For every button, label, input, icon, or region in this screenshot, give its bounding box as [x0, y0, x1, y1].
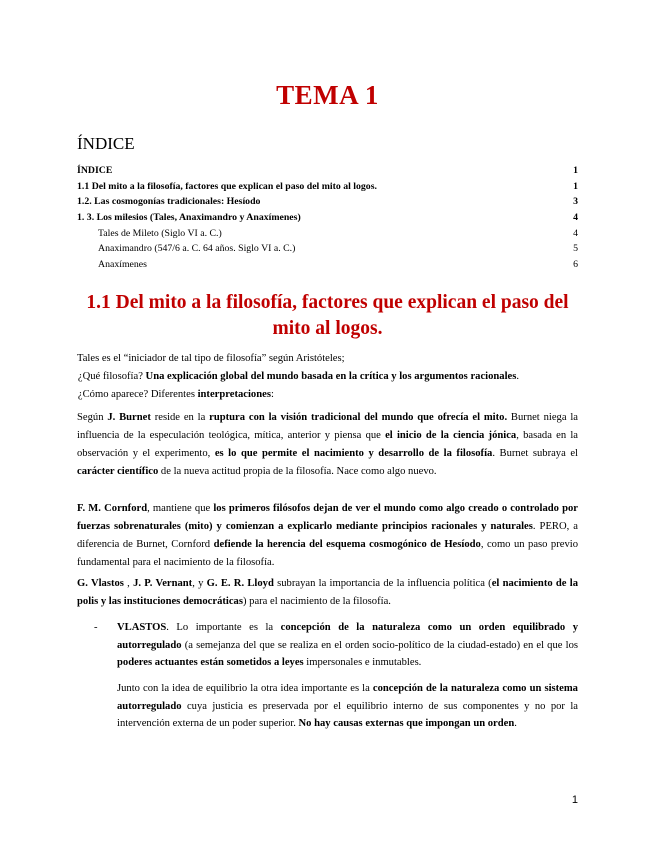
toc-entry-page: 5	[573, 243, 578, 255]
political-paragraph	[77, 575, 578, 611]
bold-run: el inicio de la ciencia jónica	[385, 430, 517, 441]
bold-run: carácter científico	[77, 466, 159, 477]
bold-run: J. P. Vernant	[133, 578, 193, 589]
toc-entry[interactable]	[77, 226, 578, 242]
bold-run: interpretaciones	[197, 389, 271, 400]
bold-run: ruptura con la visión tradicional del mundo que ofrecía el mito.	[209, 412, 508, 423]
bold-run: poderes actuantes están sometidos a leyes	[117, 657, 304, 668]
cornford-paragraph	[77, 500, 578, 572]
text-run: Según	[77, 412, 108, 423]
index-heading: ÍNDICE	[77, 134, 135, 153]
bold-run: F. M. Cornford	[77, 503, 148, 514]
text-run: .	[516, 371, 519, 382]
toc-entry-page: 4	[573, 212, 578, 224]
toc-entry[interactable]	[77, 163, 578, 179]
bold-run: los primeros filósofos dejan de ver el mundo como algo creado o controlado por fuerzas sobrenaturales (mito) y comienzan a explicarlo mediante principios racionales y naturales	[77, 503, 578, 532]
text-run: (a semejanza del que se realiza en el orden socio-político de la ciudad-estado) en el que los	[181, 639, 578, 651]
page-number: 1	[571, 794, 578, 806]
bold-run: el nacimiento de la polis y las instituciones democráticas	[77, 578, 578, 607]
text-run: cuya justicia es preservada por el equilibrio interno de sus componentes y no por la intervención externa de un poder superior.	[117, 700, 578, 729]
text-run: Burnet niega la influencia de la especulación teológica, mítica, anterior y piensa que	[77, 412, 578, 441]
toc-entry[interactable]	[77, 194, 578, 210]
text-run: de la nueva actitud propia de la filosofía. Nace como algo nuevo.	[158, 466, 437, 477]
toc-entry-page: 6	[573, 259, 578, 271]
intro-line	[77, 386, 578, 404]
toc-entry[interactable]	[77, 257, 578, 273]
text-run: reside en la	[150, 412, 210, 423]
bold-run: es lo que permite el nacimiento y desarrollo de la filosofía	[214, 448, 493, 459]
equilibrium-paragraph	[77, 680, 578, 733]
bold-run: defiende la herencia del esquema cosmogónico de Hesíodo	[213, 539, 481, 550]
bold-run: No hay causas externas que impongan un orden	[298, 718, 515, 729]
text-run: . Burnet subraya el	[492, 448, 578, 459]
toc-entry-page: 3	[573, 196, 578, 208]
toc-entry-text: Tales de Mileto (Siglo VI a. C.)	[98, 227, 222, 239]
section-heading: 1.1 Del mito a la filosofía, factores que explican el paso del mito al logos.	[86, 292, 569, 339]
paragraph-text	[117, 680, 578, 733]
bold-run: Una explicación global del mundo basada en la crítica y los argumentos racionales	[145, 371, 517, 382]
bold-run: concepción de la naturaleza como un orden equilibrado y autorregulado	[117, 622, 579, 651]
burnet-paragraph	[77, 409, 578, 481]
bold-run: concepción de la naturaleza como un sistema autorregulado	[117, 683, 578, 712]
bold-run: VLASTOS	[117, 622, 167, 633]
text-run: ¿Qué filosofía?	[77, 371, 146, 382]
text-run: ) para el nacimiento de la filosofía.	[242, 596, 391, 607]
text-run: ¿Cómo aparece? Diferentes	[77, 389, 198, 400]
toc-entry-page: 4	[573, 227, 578, 239]
bold-run: G. E. R. Lloyd	[206, 578, 274, 589]
table-of-contents	[77, 163, 578, 273]
toc-entry-page: 1	[573, 165, 578, 176]
text-run: Junto con la idea de equilibrio la otra idea importante es la	[117, 683, 373, 694]
bold-run: G. Vlastos	[77, 578, 124, 589]
toc-entry-text: 1.1 Del mito a la filosofía, factores que explican el paso del mito al logos.	[77, 180, 377, 192]
text-run: , basada en la observación y el experimento,	[77, 430, 578, 459]
bullet-dash: -	[94, 622, 98, 633]
text-run: subrayan la importancia de la influencia política (	[273, 578, 492, 589]
text-run: , como un paso previo fundamental para el nacimiento de la filosofía.	[77, 539, 578, 568]
toc-entry[interactable]	[77, 179, 578, 195]
toc-entry[interactable]	[77, 210, 578, 226]
toc-entry-page: 1	[573, 180, 578, 192]
text-run: , y	[192, 578, 207, 589]
intro-line	[77, 368, 578, 386]
intro-paragraph	[77, 350, 578, 404]
text-run: :	[270, 389, 274, 400]
bullet-text	[117, 619, 578, 672]
toc-entry-text: 1.2. Las cosmogonías tradicionales: Hesíodo	[77, 196, 261, 208]
text-run: . Lo importante es la	[166, 622, 281, 633]
text-run: impersonales e inmutables.	[303, 657, 422, 668]
toc-entry-text: 1. 3. Los milesios (Tales, Anaximandro y Anaxímenes)	[77, 212, 301, 224]
toc-entry-text: ÍNDICE	[77, 165, 113, 176]
text-run: , mantiene que	[147, 503, 214, 514]
toc-entry-text: Anaxímenes	[98, 259, 147, 271]
toc-entry[interactable]	[77, 241, 578, 257]
vlastos-bullet	[77, 619, 578, 672]
text-run: . PERO, a diferencia de Burnet, Cornford	[77, 521, 578, 550]
toc-entry-text: Anaximandro (547/6 a. C. 64 años. Siglo VI a. C.)	[98, 243, 296, 255]
document-title: TEMA 1	[276, 80, 379, 110]
text-run: ,	[123, 578, 134, 589]
bold-run: J. Burnet	[107, 412, 151, 423]
intro-line: Tales es el “iniciador de tal tipo de filosofía” según Aristóteles;	[77, 353, 345, 364]
text-run: .	[514, 718, 517, 729]
